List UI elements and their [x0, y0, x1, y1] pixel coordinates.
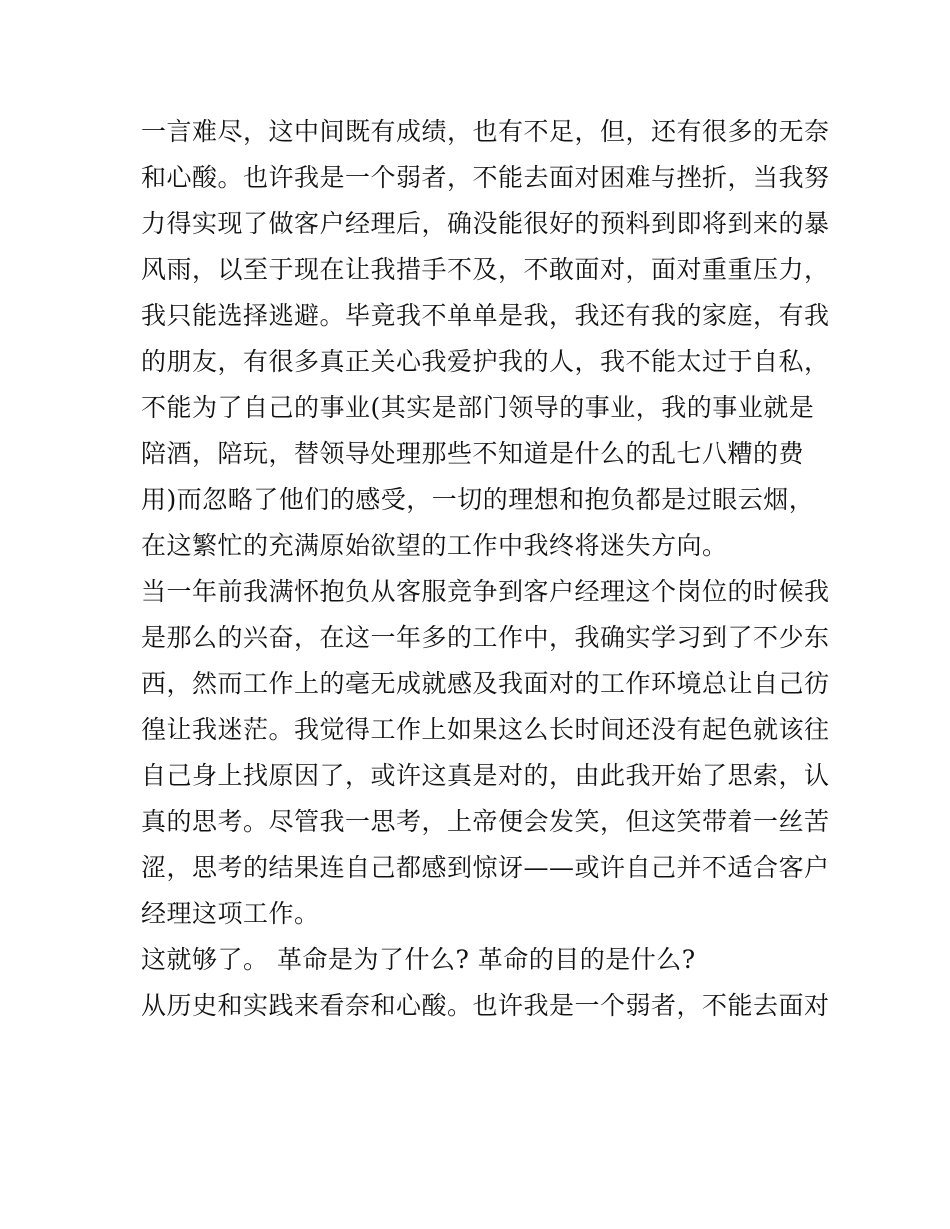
text-line: 风雨，以至于现在让我措手不及，不敢面对，面对重重压力， — [141, 255, 830, 284]
text-line: 一言难尽，这中间既有成绩，也有不足，但，还有很多的无奈 — [141, 117, 830, 146]
text-line: 这就够了。 革命是为了什么? 革命的目的是什么? — [141, 945, 696, 974]
text-line: 我只能选择逃避。毕竟我不单单是我，我还有我的家庭，有我 — [141, 301, 830, 330]
text-line: 西，然而工作上的毫无成就感及我面对的工作环境总让自己彷 — [141, 669, 830, 698]
text-line: 是那么的兴奋，在这一年多的工作中，我确实学习到了不少东 — [141, 623, 830, 652]
text-line: 和心酸。也许我是一个弱者，不能去面对困难与挫折，当我努 — [141, 163, 830, 192]
text-line: 在这繁忙的充满原始欲望的工作中我终将迷失方向。 — [141, 531, 728, 560]
text-line: 力得实现了做客户经理后，确没能很好的预料到即将到来的暴 — [141, 209, 830, 238]
text-line: 自己身上找原因了，或许这真是对的，由此我开始了思索，认 — [141, 761, 830, 790]
text-line: 从历史和实践来看奈和心酸。也许我是一个弱者，不能去面对 — [141, 991, 830, 1020]
text-line: 真的思考。尽管我一思考，上帝便会发笑，但这笑带着一丝苦 — [141, 807, 830, 836]
text-line: 徨让我迷茫。我觉得工作上如果这么长时间还没有起色就该往 — [141, 715, 830, 744]
text-line: 用)而忽略了他们的感受，一切的理想和抱负都是过眼云烟， — [141, 485, 815, 514]
text-line: 陪酒，陪玩，替领导处理那些不知道是什么的乱七八糟的费 — [141, 439, 805, 468]
text-line: 当一年前我满怀抱负从客服竞争到客户经理这个岗位的时候我 — [141, 577, 830, 606]
text-line: 的朋友，有很多真正关心我爱护我的人，我不能太过于自私， — [141, 347, 830, 376]
text-line: 不能为了自己的事业(其实是部门领导的事业，我的事业就是 — [141, 393, 815, 422]
text-line: 经理这项工作。 — [141, 899, 320, 928]
text-line: 涩，思考的结果连自己都感到惊讶——或许自己并不适合客户 — [141, 853, 830, 882]
